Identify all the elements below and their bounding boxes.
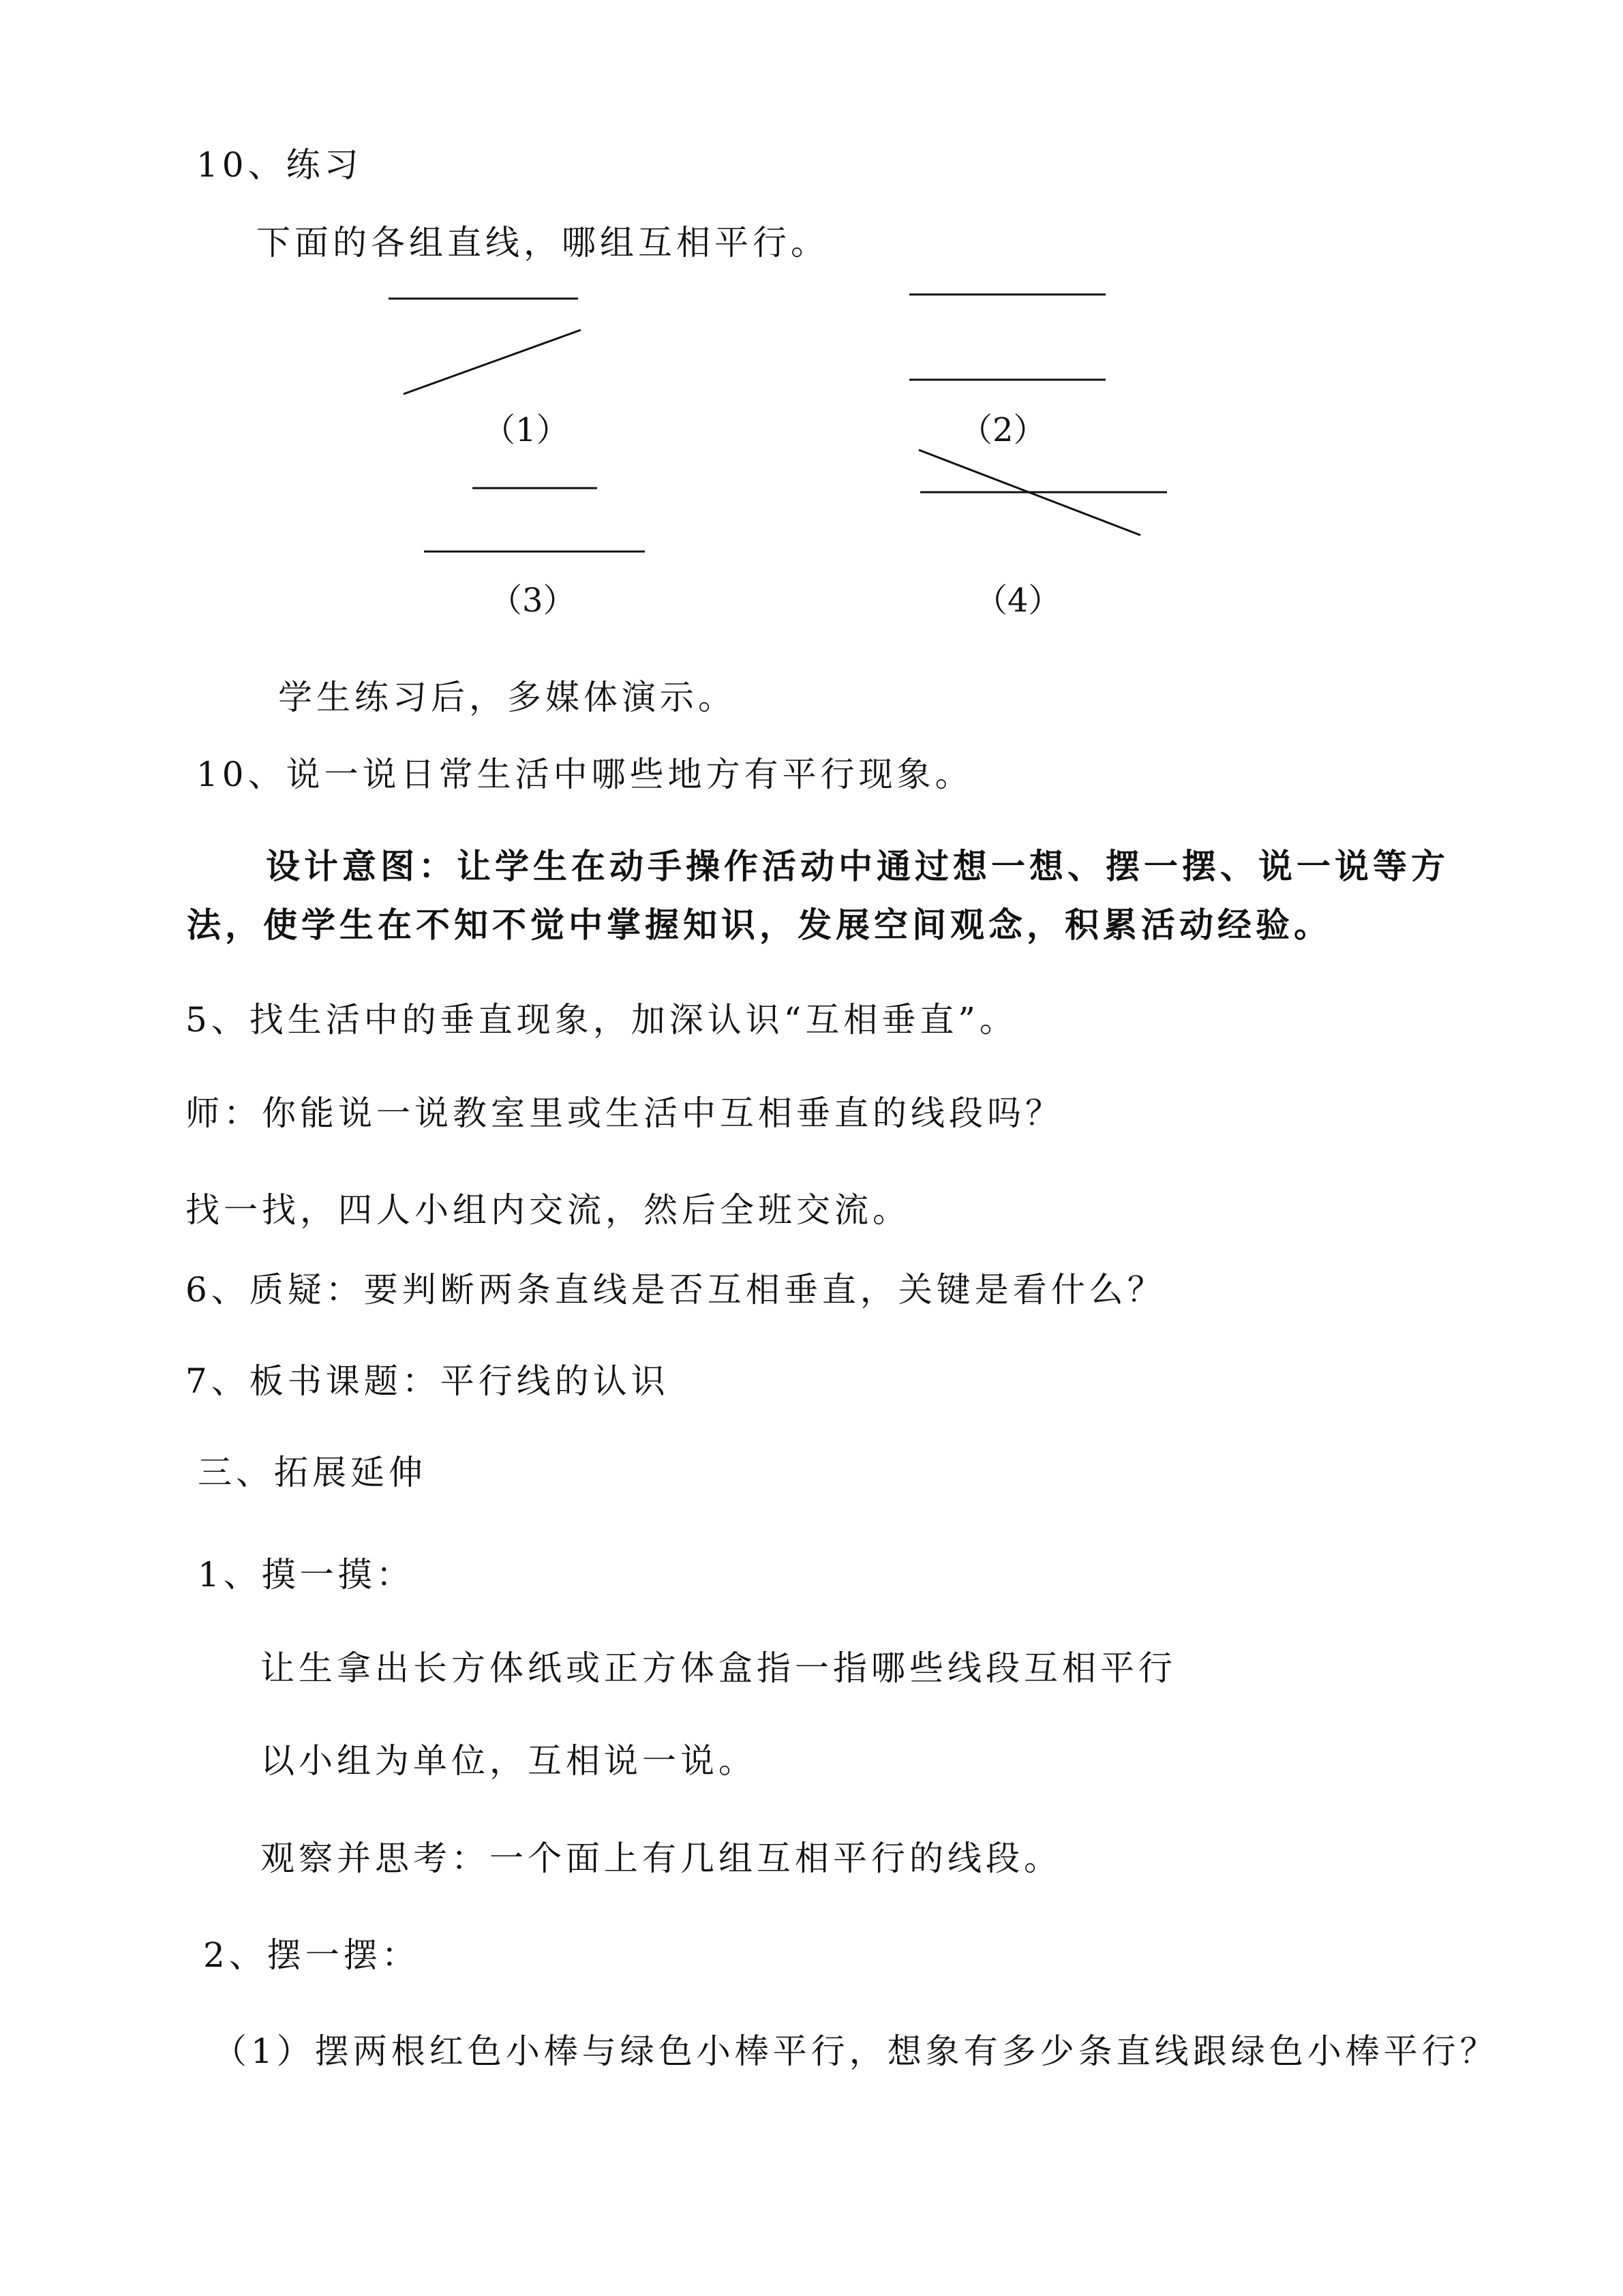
figure-label-4: （4） bbox=[975, 581, 1061, 620]
teacher-question: 师：你能说一说教室里或生活中互相垂直的线段吗？ bbox=[185, 1093, 1063, 1133]
fig1-slanted-line bbox=[404, 330, 581, 394]
item-1: 1、摸一摸： bbox=[198, 1555, 414, 1595]
figure-label-3: （3） bbox=[489, 581, 576, 620]
parallel-lines-figures bbox=[0, 0, 1623, 682]
item-2-1: （1）摆两根红色小棒与绿色小棒平行，想象有多少条直线跟绿色小棒平行？ bbox=[213, 2031, 1498, 2071]
after-practice: 学生练习后，多媒体演示。 bbox=[278, 678, 736, 717]
exercise-heading: 10、练习 bbox=[196, 145, 363, 185]
item-1-c: 观察并思考：一个面上有几组互相平行的线段。 bbox=[260, 1839, 1062, 1878]
design-intent-line1: 设计意图：让学生在动手操作活动中通过想一想、摆一摆、说一说等方 bbox=[266, 847, 1449, 886]
design-intent-line2: 法，使学生在不知不觉中掌握知识，发展空间观念，积累活动经验。 bbox=[187, 905, 1332, 945]
section-3-heading: 三、拓展延伸 bbox=[198, 1453, 427, 1492]
item-1-a: 让生拿出长方体纸或正方体盒指一指哪些线段互相平行 bbox=[260, 1648, 1177, 1688]
item-5: 5、找生活中的垂直现象，加深认识“互相垂直”。 bbox=[185, 1000, 1018, 1040]
item-6: 6、质疑：要判断两条直线是否互相垂直，关键是看什么？ bbox=[185, 1270, 1166, 1310]
item-7: 7、板书课题：平行线的认识 bbox=[185, 1361, 669, 1401]
item-2: 2、摆一摆： bbox=[203, 1935, 420, 1975]
find-exchange: 找一找，四人小组内交流，然后全班交流。 bbox=[185, 1190, 911, 1230]
exercise-prompt: 下面的各组直线，哪组互相平行。 bbox=[256, 223, 829, 262]
figure-label-2: （2） bbox=[960, 411, 1046, 449]
figure-label-1: （1） bbox=[483, 411, 569, 449]
item-1-b: 以小组为单位，互相说一说。 bbox=[260, 1741, 757, 1781]
item-10-daily-life: 10、说一说日常生活中哪些地方有平行现象。 bbox=[196, 755, 973, 794]
